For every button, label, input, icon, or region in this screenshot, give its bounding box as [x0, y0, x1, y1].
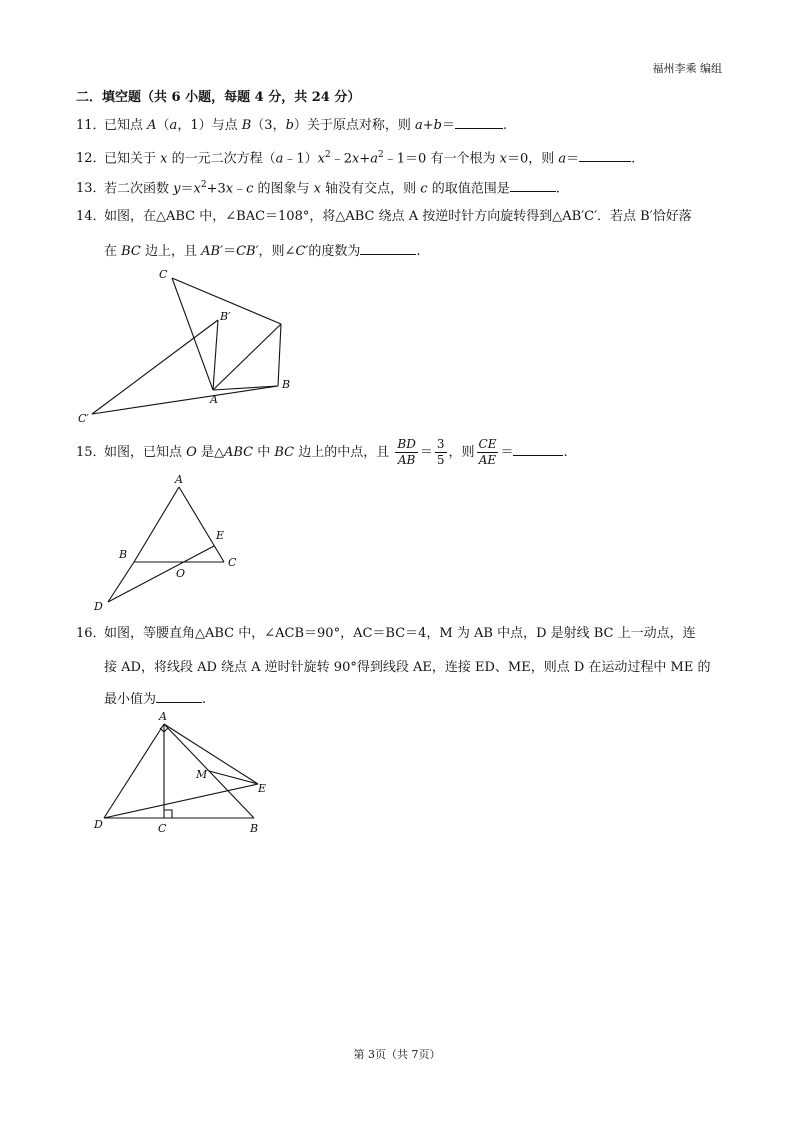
- answer-blank: [156, 690, 202, 703]
- q14-text: ，则∠: [258, 244, 296, 259]
- question-number: 14．: [76, 209, 106, 224]
- q14-line1: 如图，在△ABC 中，∠BAC＝108°，将△ABC 绕点 A 按逆时针方向旋转得到△AB′C′．若点 B′恰好落: [104, 209, 692, 224]
- q12-text: 已知关于: [104, 151, 161, 167]
- q15-text: ＝: [419, 445, 433, 460]
- segment-AB: [134, 487, 179, 562]
- frac-denominator: AB: [397, 453, 416, 467]
- segment-CA: [172, 278, 213, 390]
- q14-text: 在: [104, 244, 122, 259]
- q13-exp: 2: [200, 180, 207, 190]
- q11-var: b: [285, 118, 294, 133]
- segment-AD: [104, 724, 164, 818]
- q12-var: x: [317, 151, 326, 167]
- q13-text: 若二次函数: [104, 181, 174, 197]
- q11-text: ）关于原点对称，则: [293, 118, 416, 133]
- question-13: 13．若二次函数 $y=x^2+3x﹣c$ 的图象与 x 轴没有交点，则 c 的取值范围是 .: [76, 180, 560, 197]
- label-D: D: [94, 818, 103, 831]
- q13-var: x: [193, 181, 201, 197]
- frac-numerator: 3: [436, 437, 445, 451]
- q13-var: x: [313, 181, 322, 197]
- fraction-bd-ab: [395, 437, 417, 468]
- q15-var: ABC: [223, 445, 254, 460]
- q13-var: c: [420, 181, 428, 197]
- segment-AC: [179, 487, 224, 562]
- q14-text: 的度数为: [308, 244, 361, 259]
- q12-text: +: [359, 151, 371, 167]
- segment-DE: [104, 784, 258, 818]
- label-O: O: [176, 567, 186, 580]
- question-11: 11．已知点 A（a，1）与点 B（3，b）关于原点对称，则 a+b＝ .: [76, 118, 508, 133]
- label-B: B: [119, 548, 128, 561]
- frac-numerator: CE: [478, 437, 497, 451]
- label-A: A: [159, 710, 167, 723]
- q13-text: 的取值范围是: [427, 181, 510, 197]
- label-D: D: [94, 600, 103, 613]
- q12-text: ﹣1＝0 有一个根为: [383, 151, 500, 167]
- q13-text: 的图象与: [253, 181, 314, 197]
- figure-14: [70, 262, 310, 427]
- label-C: C: [158, 822, 167, 835]
- segment-CpBp: [92, 320, 218, 414]
- q12-var: x: [499, 151, 507, 167]
- q11-text: ，1）与点: [177, 118, 242, 133]
- q12-text: ﹣1）: [283, 151, 318, 167]
- answer-blank: [510, 179, 556, 192]
- right-angle-mark: [164, 810, 172, 818]
- label-Cp: C′: [78, 412, 89, 425]
- q11-var: A: [147, 118, 157, 133]
- q12-text: 的一元二次方程（: [167, 151, 276, 167]
- page-header: 福州李乘 编组: [652, 62, 722, 75]
- q11-text: 已知点: [104, 118, 148, 133]
- q12-var: x: [160, 151, 168, 167]
- q15-text: ，则: [448, 445, 475, 460]
- figure-15: [86, 470, 246, 615]
- label-E: E: [258, 782, 267, 795]
- q13-text: +3: [206, 181, 226, 197]
- q11-var: a: [169, 118, 178, 133]
- segment-BpA2: [213, 320, 218, 390]
- answer-blank: [360, 242, 416, 255]
- label-Bp: B′: [220, 310, 231, 323]
- answer-blank: [579, 149, 631, 162]
- q14-text: 边上，且: [140, 244, 202, 259]
- q11-text: （: [156, 118, 170, 133]
- fraction-3-5: [435, 437, 447, 468]
- q12-var: a: [370, 151, 379, 167]
- q15-var: O: [186, 445, 197, 460]
- label-A: A: [210, 393, 218, 406]
- q12-text: ＝0，则: [506, 151, 559, 167]
- q14-var: AB′: [201, 244, 224, 259]
- label-B: B: [250, 822, 259, 835]
- q14-var: C′: [295, 244, 309, 259]
- question-14: [76, 208, 692, 226]
- q15-var: BC: [274, 445, 295, 460]
- q11-text: ＝: [442, 118, 456, 133]
- label-M: M: [196, 768, 208, 781]
- q11-text: （3，: [251, 118, 286, 133]
- answer-blank: [513, 443, 563, 456]
- q12-var: a: [275, 151, 284, 167]
- segment-BpB: [278, 324, 281, 386]
- q14-var: CB′: [236, 244, 259, 259]
- question-16-line2: 接 AD，将线段 AD 绕点 A 逆时针旋转 90°得到线段 AE，连接 ED、ME，则点 D 在运动过程中 ME 的: [104, 660, 711, 675]
- fraction-ce-ae: [477, 437, 499, 468]
- question-16-line3: 最小值为 .: [104, 692, 207, 707]
- question-number: 11．: [76, 118, 106, 133]
- q13-text: ﹣: [233, 181, 247, 197]
- q14-var: BC: [121, 244, 141, 259]
- label-B: B: [282, 378, 291, 391]
- q12-text: ﹣2: [330, 151, 353, 167]
- q13-text: 轴没有交点，则: [321, 181, 421, 197]
- question-15: 15．如图，已知点 O 是△ABC 中 BC 边上的中点，且 $\frac{BD}{AB}$ ＝ $\frac{3}{5}$ ，则 $\frac{CE}{AE}$ ＝ .: [76, 436, 568, 470]
- label-C: C: [228, 556, 237, 569]
- question-number: 13．: [76, 181, 106, 197]
- question-12: 12．已知关于 x 的一元二次方程$(a﹣1)x^2﹣2x+a^2﹣1=0$ 有一个根为 x＝0，则 a＝ .: [76, 150, 636, 167]
- answer-blank: [455, 116, 503, 129]
- segment-CpB: [92, 386, 278, 414]
- segment-ME: [209, 771, 258, 784]
- q15-text: 中: [253, 445, 275, 460]
- section-title: 二．填空题（共 6 小题，每题 4 分，共 24 分）: [76, 90, 361, 105]
- q12-exp: 2: [378, 150, 384, 160]
- q12-var: a: [558, 151, 567, 167]
- label-C: C: [159, 268, 168, 281]
- q13-var: c: [246, 181, 254, 197]
- q15-text: ＝: [500, 445, 514, 460]
- question-number: 16．: [76, 626, 106, 641]
- page-footer: 第 3页（共 7页）: [353, 1048, 441, 1061]
- label-A: A: [175, 473, 183, 486]
- q12-text: ＝: [566, 151, 580, 167]
- q12-exp: 2: [325, 150, 331, 160]
- segment-BpA: [213, 324, 281, 390]
- q16-line1: 如图，等腰直角△ABC 中，∠ACB＝90°，AC＝BC＝4，M 为 AB 中点，D 是射线 BC 上一动点，连: [104, 626, 696, 641]
- frac-denominator: AE: [478, 453, 497, 467]
- question-number: 12．: [76, 151, 106, 167]
- q12-var: x: [352, 151, 360, 167]
- q16-text: 最小值为: [104, 692, 157, 707]
- frac-denominator: 5: [436, 453, 445, 467]
- q15-text: 如图，已知点: [104, 445, 187, 460]
- segment-BD: [108, 562, 134, 602]
- segment-AE: [164, 724, 258, 784]
- question-14-line2: 在 BC 边上，且 AB′＝CB′，则∠C′的度数为 .: [104, 244, 421, 259]
- question-16: [76, 625, 696, 643]
- q15-text: 是△: [196, 445, 224, 460]
- q13-text: ＝: [180, 181, 194, 197]
- q15-text: 边上的中点，且: [294, 445, 390, 460]
- q14-text: ＝: [223, 244, 237, 259]
- frac-numerator: BD: [397, 437, 416, 451]
- q13-var: y: [173, 181, 181, 197]
- q11-var: a+b: [415, 118, 442, 133]
- label-E: E: [216, 529, 225, 542]
- q11-var: B: [241, 118, 252, 133]
- q13-var: x: [225, 181, 234, 197]
- figure-16: [86, 704, 276, 839]
- question-number: 15．: [76, 445, 106, 460]
